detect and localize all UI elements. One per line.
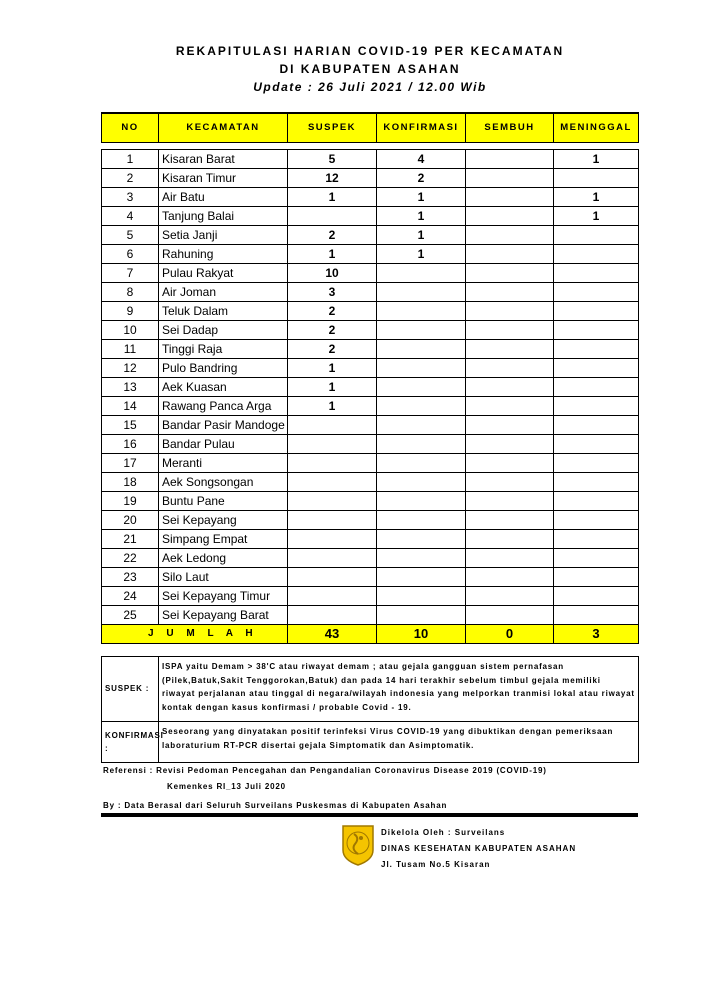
definitions-table [101, 656, 639, 763]
cell-no: 22 [102, 549, 159, 568]
cell-suspek [288, 207, 377, 226]
data-source: By : Data Berasal dari Seluruh Surveilans Puskesmas di Kabupaten Asahan [103, 801, 448, 810]
cell-kecamatan: Aek Ledong [159, 549, 288, 568]
cell-kecamatan: Teluk Dalam [159, 302, 288, 321]
cell-sembuh [466, 473, 554, 492]
cell-suspek [288, 606, 377, 625]
cell-kecamatan: Sei Kepayang Barat [159, 606, 288, 625]
table-row [102, 169, 639, 188]
table-row [102, 435, 639, 454]
cell-meninggal [554, 283, 639, 302]
cell-no: 21 [102, 530, 159, 549]
cell-sembuh [466, 397, 554, 416]
cell-kecamatan: Silo Laut [159, 568, 288, 587]
cell-no: 6 [102, 245, 159, 264]
cell-konfirmasi [377, 264, 466, 283]
total-label: J U M L A H [102, 625, 288, 644]
cell-suspek: 2 [288, 321, 377, 340]
cell-kecamatan: Sei Kepayang Timur [159, 587, 288, 606]
col-header-sembuh: SEMBUH [466, 113, 554, 143]
cell-no: 25 [102, 606, 159, 625]
table-row [102, 606, 639, 625]
cell-meninggal [554, 302, 639, 321]
cell-konfirmasi: 1 [377, 207, 466, 226]
cell-kecamatan: Meranti [159, 454, 288, 473]
cell-sembuh [466, 226, 554, 245]
table-row [102, 207, 639, 226]
reference-line: Referensi : Revisi Pedoman Pencegahan dan Pengandalian Coronavirus Disease 2019 (COVID-19) [103, 766, 547, 775]
cell-no: 12 [102, 359, 159, 378]
cell-sembuh [466, 283, 554, 302]
total-sembuh: 0 [466, 625, 554, 644]
cell-sembuh [466, 530, 554, 549]
cell-no: 17 [102, 454, 159, 473]
col-header-kecamatan: KECAMATAN [159, 113, 288, 143]
dinas-name: DINAS KESEHATAN KABUPATEN ASAHAN [381, 844, 577, 853]
cell-konfirmasi [377, 587, 466, 606]
cell-konfirmasi [377, 435, 466, 454]
table-row [102, 549, 639, 568]
cell-konfirmasi [377, 321, 466, 340]
cell-suspek: 12 [288, 169, 377, 188]
cell-konfirmasi: 4 [377, 150, 466, 169]
cell-konfirmasi [377, 606, 466, 625]
cell-konfirmasi: 1 [377, 245, 466, 264]
cell-meninggal: 1 [554, 150, 639, 169]
cell-konfirmasi [377, 359, 466, 378]
cell-no: 23 [102, 568, 159, 587]
table-row [102, 302, 639, 321]
cell-kecamatan: Sei Dadap [159, 321, 288, 340]
gap-cell [102, 143, 639, 150]
cell-kecamatan: Sei Kepayang [159, 511, 288, 530]
cell-konfirmasi [377, 473, 466, 492]
cell-meninggal [554, 340, 639, 359]
cell-no: 20 [102, 511, 159, 530]
cell-suspek [288, 568, 377, 587]
cell-suspek: 2 [288, 302, 377, 321]
cell-meninggal [554, 549, 639, 568]
cell-sembuh [466, 606, 554, 625]
cell-no: 4 [102, 207, 159, 226]
table-row [102, 226, 639, 245]
cell-kecamatan: Air Batu [159, 188, 288, 207]
cell-sembuh [466, 188, 554, 207]
cell-kecamatan: Aek Kuasan [159, 378, 288, 397]
cell-suspek [288, 511, 377, 530]
cell-no: 9 [102, 302, 159, 321]
cell-suspek: 5 [288, 150, 377, 169]
cell-suspek [288, 549, 377, 568]
cell-no: 2 [102, 169, 159, 188]
cell-suspek [288, 492, 377, 511]
cell-konfirmasi: 2 [377, 169, 466, 188]
definition-suspek-label: SUSPEK : [102, 657, 159, 722]
reference-kemenkes: Kemenkes RI_13 Juli 2020 [167, 782, 286, 791]
total-konfirmasi: 10 [377, 625, 466, 644]
cell-konfirmasi [377, 378, 466, 397]
cell-meninggal [554, 454, 639, 473]
divider-bar [101, 813, 638, 817]
table-row [102, 454, 639, 473]
cell-kecamatan: Pulau Rakyat [159, 264, 288, 283]
update-timestamp: Update : 26 Juli 2021 / 12.00 Wib [253, 80, 487, 94]
table-header-row [102, 113, 639, 143]
cell-sembuh [466, 302, 554, 321]
cell-meninggal [554, 435, 639, 454]
cell-sembuh [466, 264, 554, 283]
cell-kecamatan: Pulo Bandring [159, 359, 288, 378]
cell-suspek: 10 [288, 264, 377, 283]
cell-sembuh [466, 454, 554, 473]
cell-suspek: 2 [288, 340, 377, 359]
cell-kecamatan: Kisaran Barat [159, 150, 288, 169]
cell-sembuh [466, 321, 554, 340]
cell-no: 16 [102, 435, 159, 454]
cell-kecamatan: Tinggi Raja [159, 340, 288, 359]
cell-suspek [288, 435, 377, 454]
cell-sembuh [466, 492, 554, 511]
cell-konfirmasi [377, 302, 466, 321]
cell-suspek: 1 [288, 188, 377, 207]
cell-meninggal [554, 397, 639, 416]
cell-sembuh [466, 169, 554, 188]
cell-konfirmasi [377, 454, 466, 473]
cell-kecamatan: Rahuning [159, 245, 288, 264]
cell-sembuh [466, 245, 554, 264]
cell-meninggal [554, 245, 639, 264]
cell-meninggal [554, 606, 639, 625]
cell-sembuh [466, 359, 554, 378]
cell-meninggal: 1 [554, 188, 639, 207]
cell-konfirmasi [377, 492, 466, 511]
cell-meninggal [554, 226, 639, 245]
cell-no: 18 [102, 473, 159, 492]
cell-konfirmasi [377, 416, 466, 435]
definition-konfirmasi-label: KONFIRMASI : [102, 722, 159, 763]
cell-no: 15 [102, 416, 159, 435]
cell-suspek: 1 [288, 245, 377, 264]
definition-suspek-text: ISPA yaitu Demam > 38'C atau riwayat demam ; atau gejala gangguan sistem pernafasan (Pilek,Batuk,Sakit Tenggorokan,Batuk) dan pada 14 hari terakhir sebelum timbul gejala memiliki riwayat perjalanan atau tinggal di negara/wilayah indonesia yang melporkan tranmisi lokal atau riwayat kontak dengan kasus konfirmasi / probable Covid - 19. [159, 657, 639, 722]
cell-no: 8 [102, 283, 159, 302]
report-title: REKAPITULASI HARIAN COVID-19 PER KECAMATAN [175, 44, 565, 58]
cell-suspek: 1 [288, 359, 377, 378]
cell-suspek: 3 [288, 283, 377, 302]
cell-kecamatan: Air Joman [159, 283, 288, 302]
cell-meninggal [554, 492, 639, 511]
covid-recap-table [101, 112, 639, 644]
cell-no: 11 [102, 340, 159, 359]
cell-sembuh [466, 549, 554, 568]
table-row [102, 283, 639, 302]
table-row [102, 568, 639, 587]
table-row [102, 530, 639, 549]
cell-sembuh [466, 378, 554, 397]
cell-sembuh [466, 568, 554, 587]
cell-kecamatan: Bandar Pasir Mandoge [159, 416, 288, 435]
cell-meninggal [554, 511, 639, 530]
cell-meninggal [554, 530, 639, 549]
table-row [102, 587, 639, 606]
cell-meninggal [554, 321, 639, 340]
total-suspek: 43 [288, 625, 377, 644]
cell-kecamatan: Bandar Pulau [159, 435, 288, 454]
cell-sembuh [466, 340, 554, 359]
cell-no: 13 [102, 378, 159, 397]
cell-meninggal: 1 [554, 207, 639, 226]
cell-meninggal [554, 568, 639, 587]
cell-no: 5 [102, 226, 159, 245]
managed-by: Dikelola Oleh : Surveilans [381, 828, 506, 837]
cell-suspek: 1 [288, 397, 377, 416]
cell-meninggal [554, 587, 639, 606]
col-header-no: NO [102, 113, 159, 143]
dinas-address: Jl. Tusam No.5 Kisaran [381, 860, 491, 869]
cell-no: 24 [102, 587, 159, 606]
table-row [102, 397, 639, 416]
cell-suspek [288, 530, 377, 549]
cell-kecamatan: Kisaran Timur [159, 169, 288, 188]
cell-no: 7 [102, 264, 159, 283]
table-row [102, 188, 639, 207]
cell-konfirmasi [377, 397, 466, 416]
cell-sembuh [466, 207, 554, 226]
cell-no: 1 [102, 150, 159, 169]
cell-sembuh [466, 587, 554, 606]
table-row [102, 359, 639, 378]
asahan-logo-icon [341, 824, 375, 866]
cell-suspek: 1 [288, 378, 377, 397]
table-row [102, 511, 639, 530]
cell-konfirmasi [377, 568, 466, 587]
header-gap [102, 143, 639, 150]
table-row [102, 473, 639, 492]
total-row [102, 625, 639, 644]
definition-konfirmasi-row [102, 722, 639, 763]
col-header-konfirmasi: KONFIRMASI [377, 113, 466, 143]
cell-kecamatan: Aek Songsongan [159, 473, 288, 492]
cell-no: 10 [102, 321, 159, 340]
cell-sembuh [466, 511, 554, 530]
cell-konfirmasi [377, 340, 466, 359]
cell-konfirmasi: 1 [377, 226, 466, 245]
cell-sembuh [466, 150, 554, 169]
cell-kecamatan: Tanjung Balai [159, 207, 288, 226]
cell-meninggal [554, 416, 639, 435]
cell-suspek [288, 587, 377, 606]
cell-kecamatan: Buntu Pane [159, 492, 288, 511]
table-row [102, 245, 639, 264]
cell-no: 14 [102, 397, 159, 416]
definition-suspek-row [102, 657, 639, 722]
col-header-suspek: SUSPEK [288, 113, 377, 143]
cell-suspek [288, 473, 377, 492]
cell-kecamatan: Simpang Empat [159, 530, 288, 549]
cell-konfirmasi [377, 530, 466, 549]
cell-suspek [288, 416, 377, 435]
cell-sembuh [466, 435, 554, 454]
definition-konfirmasi-text: Seseorang yang dinyatakan positif terinfeksi Virus COVID-19 yang dibuktikan dengan pemeriksaan laboraturium RT-PCR disertai gejala Simptomatik dan Asimptomatik. [159, 722, 639, 763]
cell-meninggal [554, 359, 639, 378]
table-row [102, 264, 639, 283]
cell-meninggal [554, 169, 639, 188]
table-row [102, 416, 639, 435]
table-row [102, 340, 639, 359]
table-row [102, 492, 639, 511]
cell-konfirmasi [377, 511, 466, 530]
cell-kecamatan: Rawang Panca Arga [159, 397, 288, 416]
cell-no: 3 [102, 188, 159, 207]
cell-konfirmasi: 1 [377, 188, 466, 207]
table-row [102, 321, 639, 340]
cell-sembuh [466, 416, 554, 435]
col-header-meninggal: MENINGGAL [554, 113, 639, 143]
cell-meninggal [554, 264, 639, 283]
cell-no: 19 [102, 492, 159, 511]
cell-konfirmasi [377, 283, 466, 302]
report-subtitle: DI KABUPATEN ASAHAN [279, 62, 461, 76]
cell-meninggal [554, 378, 639, 397]
table-row [102, 150, 639, 169]
table-row [102, 378, 639, 397]
cell-kecamatan: Setia Janji [159, 226, 288, 245]
cell-suspek [288, 454, 377, 473]
total-meninggal: 3 [554, 625, 639, 644]
cell-suspek: 2 [288, 226, 377, 245]
cell-meninggal [554, 473, 639, 492]
cell-konfirmasi [377, 549, 466, 568]
